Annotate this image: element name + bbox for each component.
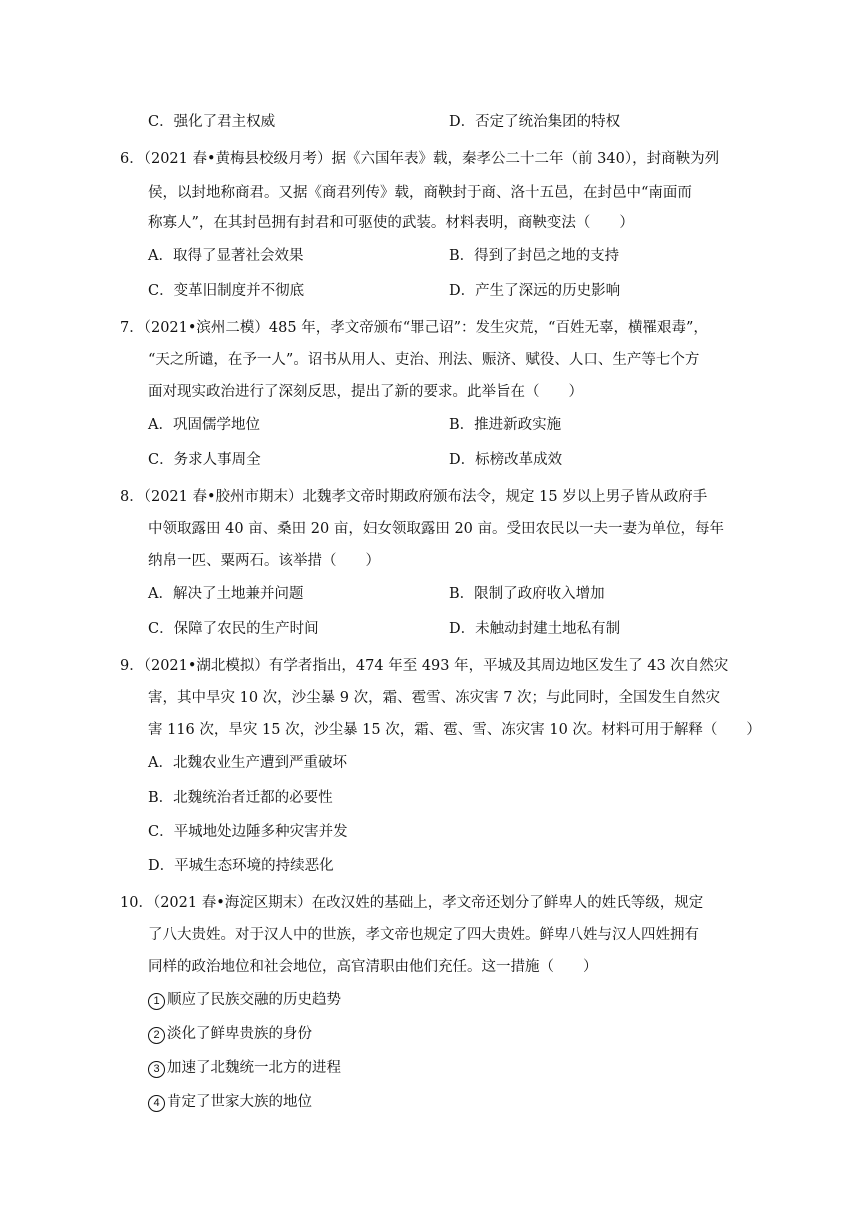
circled-number: 1: [148, 993, 165, 1010]
q10-statement-4: [148, 1092, 312, 1112]
q9-option-b: B．北魏统治者迁都的必要性: [148, 790, 333, 806]
q8-stem-line: 纳帛一匹、粟两石。该举措（ ）: [148, 553, 380, 569]
q10-statement-3: [148, 1058, 341, 1078]
q10-statement-text: 顺应了民族交融的历史趋势: [167, 992, 341, 1008]
q5-option-c: C．强化了君主权威: [148, 114, 276, 130]
circled-number: 4: [148, 1095, 165, 1112]
q8-stem-line: 8．（2021 春•胶州市期末）北魏孝文帝时期政府颁布法令，规定 15 岁以上男子皆从政府手: [120, 489, 708, 505]
q9-option-c: C．平城地处边陲多种灾害并发: [148, 824, 348, 840]
q10-stem-line: 10．（2021 春•海淀区期末）在改汉姓的基础上，孝文帝还划分了鲜卑人的姓氏等级，规定: [120, 895, 704, 911]
q7-option-c: C．务求人事周全: [148, 452, 261, 468]
q9-option-d: D．平城生态环境的持续恶化: [148, 858, 334, 874]
q7-stem-line: “天之所谴，在予一人”。诏书从用人、吏治、刑法、赈济、赋役、人口、生产等七个方: [148, 352, 700, 368]
q7-option-d: D．标榜改革成效: [449, 452, 563, 468]
q5-option-d: D．否定了统治集团的特权: [449, 114, 621, 130]
q9-option-a: A．北魏农业生产遭到严重破坏: [148, 755, 347, 771]
q9-stem-line: 害，其中旱灾 10 次，沙尘暴 9 次，霜、雹雪、冻灾害 7 次；与此同时，全国发生自然灾: [148, 690, 721, 706]
q7-option-a: A．巩固儒学地位: [148, 417, 260, 433]
q10-stem-line: 了八大贵姓。对于汉人中的世族，孝文帝也规定了四大贵姓。鲜卑八姓与汉人四姓拥有: [148, 927, 699, 943]
q10-stem-line: 同样的政治地位和社会地位，高官清职由他们充任。这一措施（ ）: [148, 959, 598, 975]
q7-stem-line: 7．（2021•滨州二模）485 年，孝文帝颁布“罪己诏”：发生灾荒，“百姓无辜，横罹艰毒”，: [120, 320, 708, 336]
q9-stem-line: 害 116 次，旱灾 15 次，沙尘暴 15 次，霜、雹、雪、冻灾害 10 次。材料可用于解释（ ）: [148, 722, 761, 738]
q6-option-d: D．产生了深远的历史影响: [449, 283, 621, 299]
q7-option-b: B．推进新政实施: [449, 417, 562, 433]
q6-option-b: B．得到了封邑之地的支持: [449, 248, 620, 264]
q9-stem-line: 9．（2021•湖北模拟）有学者指出，474 年至 493 年，平城及其周边地区发生了 43 次自然灾: [120, 658, 729, 674]
q6-option-c: C．变革旧制度并不彻底: [148, 283, 305, 299]
q8-option-c: C．保障了农民的生产时间: [148, 621, 319, 637]
q6-stem-line: 6．（2021 春•黄梅县校级月考）据《六国年表》载，秦孝公二十二年（前 340），封商鞅为列: [120, 151, 720, 167]
q6-stem-line: 侯，以封地称商君。又据《商君列传》载，商鞅封于商、洛十五邑，在封邑中“南面而: [148, 185, 692, 201]
circled-number: 2: [148, 1027, 165, 1044]
q10-statement-text: 肯定了世家大族的地位: [167, 1094, 312, 1110]
q10-statement-text: 淡化了鲜卑贵族的身份: [167, 1026, 312, 1042]
q10-statement-text: 加速了北魏统一北方的进程: [167, 1060, 341, 1076]
q10-statement-1: [148, 990, 341, 1010]
q8-option-d: D．未触动封建土地私有制: [449, 621, 621, 637]
q8-option-a: A．解决了土地兼并问题: [148, 586, 304, 602]
q8-option-b: B．限制了政府收入增加: [449, 586, 605, 602]
circled-number: 3: [148, 1061, 165, 1078]
q6-stem-line: 称寡人”，在其封邑拥有封君和可驱使的武装。材料表明，商鞅变法（ ）: [148, 215, 634, 231]
q10-statement-2: [148, 1024, 312, 1044]
q6-option-a: A．取得了显著社会效果: [148, 248, 304, 264]
q7-stem-line: 面对现实政治进行了深刻反思，提出了新的要求。此举旨在（ ）: [148, 384, 583, 400]
q8-stem-line: 中领取露田 40 亩、桑田 20 亩，妇女领取露田 20 亩。受田农民以一夫一妻为单位，每年: [148, 521, 725, 537]
